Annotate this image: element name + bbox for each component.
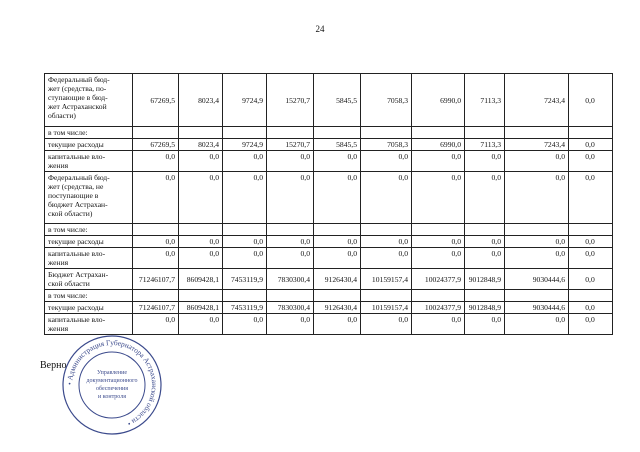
value-cell	[133, 224, 179, 236]
value-cell: 9030444,6	[505, 269, 569, 290]
value-cell: 0,0	[314, 236, 361, 248]
value-cell: 67269,5	[133, 139, 179, 151]
value-cell: 0,0	[505, 236, 569, 248]
value-cell: 0,0	[412, 248, 465, 269]
table-row	[45, 172, 613, 224]
value-cell: 7113,3	[465, 74, 505, 127]
value-cell	[412, 290, 465, 302]
value-cell: 0,0	[179, 172, 223, 224]
verified-label: Верно	[40, 360, 67, 371]
stamp-inner-text	[87, 370, 138, 400]
value-cell	[267, 290, 314, 302]
value-cell: 0,0	[465, 151, 505, 172]
value-cell: 71246107,7	[133, 302, 179, 314]
value-cell	[505, 224, 569, 236]
value-cell	[569, 127, 613, 139]
table-row	[45, 248, 613, 269]
value-cell: 7830300,4	[267, 269, 314, 290]
value-cell	[179, 290, 223, 302]
value-cell	[361, 290, 412, 302]
value-cell: 0,0	[179, 151, 223, 172]
value-cell	[465, 224, 505, 236]
value-cell: 0,0	[133, 248, 179, 269]
table-row	[45, 151, 613, 172]
value-cell	[465, 127, 505, 139]
value-cell: 0,0	[505, 314, 569, 335]
value-cell: 8023,4	[179, 74, 223, 127]
table-row	[45, 314, 613, 335]
table-row	[45, 236, 613, 248]
value-cell	[361, 224, 412, 236]
value-cell: 0,0	[133, 236, 179, 248]
value-cell	[505, 127, 569, 139]
value-cell: 0,0	[223, 236, 267, 248]
value-cell: 5845,5	[314, 139, 361, 151]
value-cell: 0,0	[569, 172, 613, 224]
value-cell: 0,0	[223, 248, 267, 269]
value-cell: 9126430,4	[314, 269, 361, 290]
value-cell: 7453119,9	[223, 302, 267, 314]
value-cell: 8023,4	[179, 139, 223, 151]
row-label: текущие расходы	[45, 139, 133, 151]
official-stamp	[60, 333, 164, 437]
value-cell: 8609428,1	[179, 302, 223, 314]
row-label: в том числе:	[45, 224, 133, 236]
table-row	[45, 224, 613, 236]
value-cell: 0,0	[569, 302, 613, 314]
value-cell: 0,0	[569, 151, 613, 172]
value-cell: 9724,9	[223, 74, 267, 127]
value-cell: 0,0	[361, 248, 412, 269]
value-cell	[569, 224, 613, 236]
value-cell: 0,0	[505, 151, 569, 172]
table-row	[45, 127, 613, 139]
value-cell: 67269,5	[133, 74, 179, 127]
value-cell: 9012848,9	[465, 302, 505, 314]
value-cell: 0,0	[267, 151, 314, 172]
table-row	[45, 74, 613, 127]
value-cell: 0,0	[314, 314, 361, 335]
stamp-inner-ring	[79, 352, 145, 418]
value-cell	[223, 127, 267, 139]
value-cell: 0,0	[569, 236, 613, 248]
value-cell: 0,0	[412, 236, 465, 248]
value-cell: 0,0	[267, 248, 314, 269]
value-cell: 9724,9	[223, 139, 267, 151]
stamp-line: Управление	[96, 370, 128, 376]
row-label: в том числе:	[45, 127, 133, 139]
table-row	[45, 290, 613, 302]
row-label: Федеральный бюд- жет (средства, по- ступающие в бюд- жет Астраханской области)	[45, 74, 133, 127]
value-cell: 0,0	[179, 236, 223, 248]
value-cell: 10024377,9	[412, 269, 465, 290]
value-cell	[361, 127, 412, 139]
value-cell: 0,0	[412, 151, 465, 172]
value-cell: 6990,0	[412, 139, 465, 151]
value-cell: 7058,3	[361, 139, 412, 151]
value-cell	[267, 224, 314, 236]
value-cell: 15270,7	[267, 74, 314, 127]
value-cell: 0,0	[314, 248, 361, 269]
value-cell: 0,0	[465, 248, 505, 269]
table-row	[45, 269, 613, 290]
value-cell	[412, 127, 465, 139]
value-cell: 0,0	[133, 314, 179, 335]
value-cell: 7058,3	[361, 74, 412, 127]
table-row	[45, 139, 613, 151]
row-label: в том числе:	[45, 290, 133, 302]
value-cell: 0,0	[361, 236, 412, 248]
budget-table	[44, 73, 613, 335]
row-label: текущие расходы	[45, 302, 133, 314]
value-cell: 0,0	[465, 172, 505, 224]
value-cell: 10159157,4	[361, 269, 412, 290]
value-cell: 0,0	[267, 172, 314, 224]
value-cell: 7453119,9	[223, 269, 267, 290]
value-cell: 15270,7	[267, 139, 314, 151]
value-cell	[412, 224, 465, 236]
value-cell: 6990,0	[412, 74, 465, 127]
value-cell: 0,0	[569, 269, 613, 290]
value-cell: 0,0	[133, 151, 179, 172]
value-cell	[314, 290, 361, 302]
value-cell: 0,0	[569, 248, 613, 269]
stamp-ring-text: • Администрация Губернатора Астраханской области •	[64, 337, 160, 429]
stamp-outer-ring	[63, 336, 161, 434]
table-row	[45, 302, 613, 314]
value-cell: 0,0	[314, 172, 361, 224]
value-cell: 0,0	[314, 151, 361, 172]
value-cell: 0,0	[569, 139, 613, 151]
value-cell	[133, 290, 179, 302]
value-cell: 9030444,6	[505, 302, 569, 314]
value-cell: 0,0	[569, 74, 613, 127]
value-cell	[267, 127, 314, 139]
value-cell: 7830300,4	[267, 302, 314, 314]
value-cell	[133, 127, 179, 139]
row-label: капитальные вло- жения	[45, 151, 133, 172]
value-cell	[179, 224, 223, 236]
stamp-line: документационного	[86, 378, 138, 384]
value-cell: 0,0	[505, 248, 569, 269]
value-cell: 0,0	[361, 172, 412, 224]
value-cell	[223, 224, 267, 236]
page-number: 24	[315, 24, 325, 34]
value-cell: 0,0	[267, 314, 314, 335]
value-cell: 0,0	[569, 314, 613, 335]
row-label: капитальные вло- жения	[45, 248, 133, 269]
value-cell: 0,0	[361, 151, 412, 172]
value-cell: 0,0	[179, 248, 223, 269]
value-cell	[569, 290, 613, 302]
value-cell	[314, 127, 361, 139]
stamp-line: и контроля	[98, 394, 126, 400]
value-cell: 0,0	[412, 314, 465, 335]
value-cell: 0,0	[223, 151, 267, 172]
value-cell	[505, 290, 569, 302]
value-cell: 7113,3	[465, 139, 505, 151]
value-cell	[223, 290, 267, 302]
value-cell: 0,0	[223, 314, 267, 335]
value-cell: 9012848,9	[465, 269, 505, 290]
row-label: Бюджет Астрахан- ской области	[45, 269, 133, 290]
value-cell: 0,0	[465, 314, 505, 335]
value-cell: 10159157,4	[361, 302, 412, 314]
value-cell: 0,0	[179, 314, 223, 335]
row-label: капитальные вло- жения	[45, 314, 133, 335]
value-cell: 0,0	[361, 314, 412, 335]
row-label: текущие расходы	[45, 236, 133, 248]
row-label: Федеральный бюд- жет (средства, не поступающие в бюджет Астрахан- ской области)	[45, 172, 133, 224]
value-cell: 0,0	[223, 172, 267, 224]
value-cell: 9126430,4	[314, 302, 361, 314]
value-cell	[314, 224, 361, 236]
value-cell: 0,0	[465, 236, 505, 248]
value-cell: 7243,4	[505, 74, 569, 127]
value-cell: 10024377,9	[412, 302, 465, 314]
value-cell: 0,0	[505, 172, 569, 224]
value-cell: 5845,5	[314, 74, 361, 127]
value-cell: 0,0	[412, 172, 465, 224]
value-cell: 71246107,7	[133, 269, 179, 290]
value-cell: 0,0	[133, 172, 179, 224]
value-cell: 7243,4	[505, 139, 569, 151]
stamp-line: обеспечения	[95, 386, 129, 392]
value-cell	[179, 127, 223, 139]
value-cell	[465, 290, 505, 302]
value-cell: 0,0	[267, 236, 314, 248]
value-cell: 8609428,1	[179, 269, 223, 290]
